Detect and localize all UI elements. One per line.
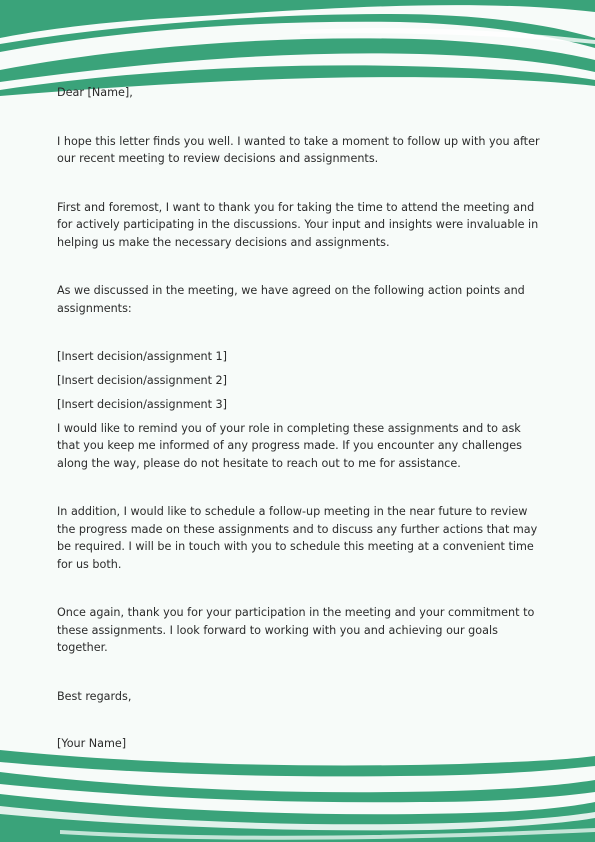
assignment-item: [Insert decision/assignment 2] [57, 374, 228, 387]
paragraph-thanks: First and foremost, I want to thank you for taking the time to attend the meeting and for actively participating in the discussions. Your input and insights were invaluable in helping us make the necessary decisions and assignments. [57, 200, 539, 249]
assignment-list [57, 348, 541, 414]
assignment-item: [Insert decision/assignment 1] [57, 350, 228, 363]
closing: Best regards, [57, 689, 132, 703]
signature: [Your Name] [57, 737, 127, 750]
assignment-item: [Insert decision/assignment 3] [57, 398, 228, 411]
salutation: Dear [Name], [57, 86, 133, 99]
paragraph-reminder: I would like to remind you of your role in completing these assignments and to ask that you keep me informed of any progress made. If you encounter any challenges along the way, please do not hesitate to reach out to me for assistance. [57, 421, 522, 470]
paragraph-intro: I hope this letter finds you well. I wanted to take a moment to follow up with you after our recent meeting to review decisions and assignments. [57, 134, 540, 165]
paragraph-closing-thanks: Once again, thank you for your participation in the meeting and your commitment to these assignments. I look forward to working with you and achieving our goals together. [57, 606, 535, 654]
letter-body [57, 84, 541, 753]
paragraph-action-points: As we discussed in the meeting, we have agreed on the following action points and assignments: [57, 284, 525, 315]
paragraph-follow-up: In addition, I would like to schedule a follow-up meeting in the near future to review the progress made on these assignments and to discuss any further actions that may be required. I will be in touch with you to schedule this meeting at a convenient time for us both. [57, 505, 538, 571]
footer-wave-decoration [0, 742, 595, 842]
